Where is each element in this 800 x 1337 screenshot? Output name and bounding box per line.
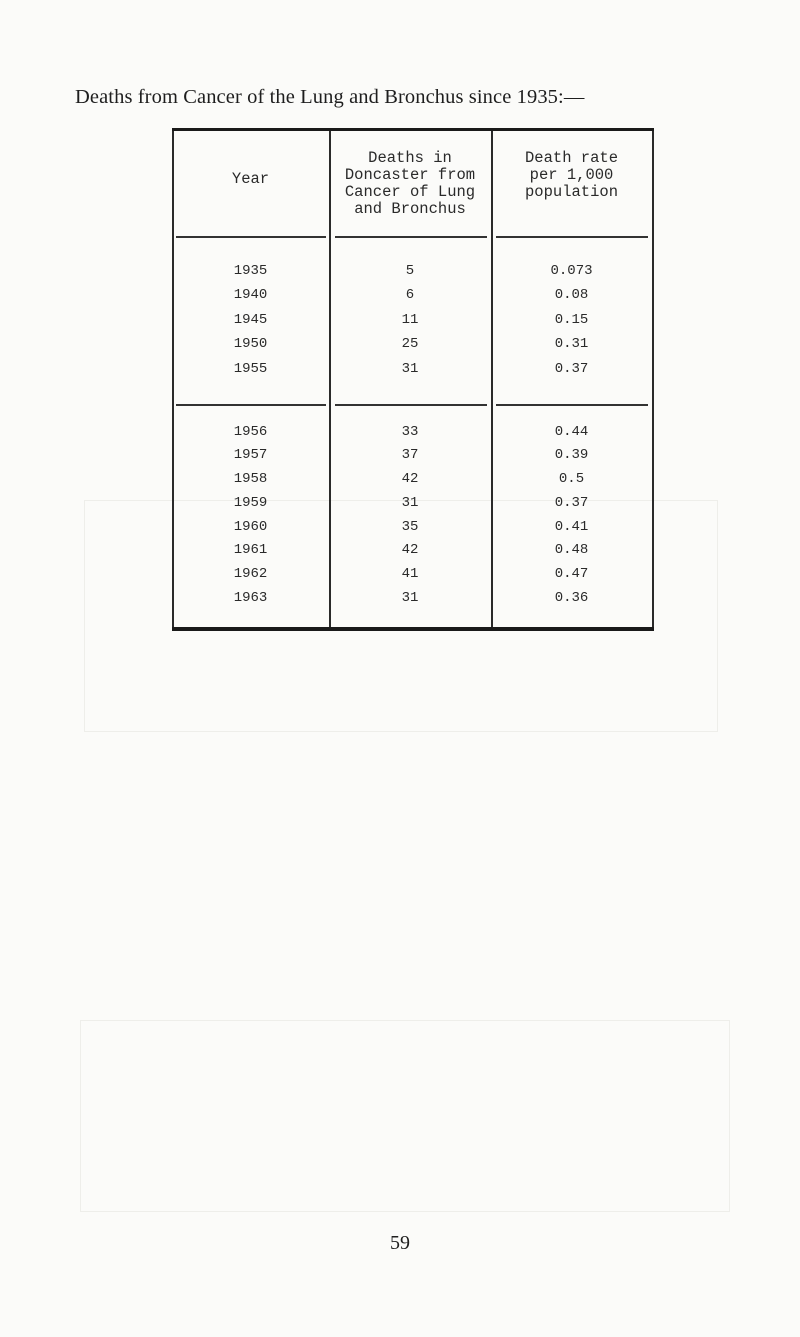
- cell-rate: 0.37: [554, 361, 589, 377]
- cell-year: 1958: [233, 471, 268, 487]
- table-bottom-rule: [172, 627, 654, 631]
- cell-deaths: 42: [401, 542, 419, 558]
- cell-deaths: 35: [401, 519, 419, 535]
- cell-deaths: 6: [405, 287, 415, 303]
- header-year: Year: [231, 170, 270, 188]
- cell-rate: 0.08: [554, 287, 589, 303]
- header-deaths-line-1: Deaths in: [368, 149, 452, 167]
- cell-year: 1960: [233, 519, 268, 535]
- cell-deaths: 37: [401, 447, 419, 463]
- cell-rate: 0.36: [554, 590, 589, 606]
- header-rate-line-2: per 1,000: [529, 166, 614, 184]
- cell-deaths: 5: [405, 263, 415, 279]
- cell-year: 1962: [233, 566, 268, 582]
- cell-deaths: 33: [401, 424, 419, 440]
- group-rule-deaths: [335, 404, 487, 406]
- page-number: 59: [390, 1232, 410, 1254]
- cell-year: 1935: [233, 263, 268, 279]
- header-deaths-line-2: Doncaster from: [344, 166, 476, 184]
- header-rule-year: [176, 236, 326, 238]
- cell-year: 1950: [233, 336, 268, 352]
- cell-year: 1940: [233, 287, 268, 303]
- cell-year: 1945: [233, 312, 268, 328]
- lung-cancer-deaths-table: [172, 128, 654, 633]
- cell-rate: 0.48: [554, 542, 589, 558]
- header-rule-rate: [496, 236, 648, 238]
- cell-year: 1957: [233, 447, 268, 463]
- cell-rate: 0.15: [554, 312, 589, 328]
- cell-deaths: 42: [401, 471, 419, 487]
- group-rule-rate: [496, 404, 648, 406]
- cell-rate: 0.31: [554, 336, 589, 352]
- cell-year: 1955: [233, 361, 268, 377]
- cell-rate: 0.073: [550, 263, 593, 279]
- cell-rate: 0.5: [558, 471, 585, 487]
- header-rate-line-1: Death rate: [524, 149, 618, 167]
- header-deaths-line-4: and Bronchus: [354, 200, 466, 218]
- cell-deaths: 31: [401, 590, 419, 606]
- group-rule-year: [176, 404, 326, 406]
- page-title: Deaths from Cancer of the Lung and Bronchus since 1935:—: [75, 86, 585, 108]
- cell-year: 1959: [233, 495, 268, 511]
- cell-year: 1963: [233, 590, 268, 606]
- cell-year: 1961: [233, 542, 268, 558]
- cell-deaths: 41: [401, 566, 419, 582]
- table-right-border: [652, 131, 654, 627]
- header-rate-line-3: population: [524, 183, 618, 201]
- cell-rate: 0.39: [554, 447, 589, 463]
- cell-rate: 0.41: [554, 519, 589, 535]
- cell-year: 1956: [233, 424, 268, 440]
- header-deaths-line-3: Cancer of Lung: [344, 183, 476, 201]
- cell-deaths: 25: [401, 336, 419, 352]
- table-top-rule: [172, 128, 654, 131]
- cell-rate: 0.47: [554, 566, 589, 582]
- cell-deaths: 11: [401, 312, 419, 328]
- cell-deaths: 31: [401, 361, 419, 377]
- bleed-through-box-2: [80, 1020, 730, 1212]
- cell-rate: 0.37: [554, 495, 589, 511]
- cell-deaths: 31: [401, 495, 419, 511]
- header-rule-deaths: [335, 236, 487, 238]
- cell-rate: 0.44: [554, 424, 589, 440]
